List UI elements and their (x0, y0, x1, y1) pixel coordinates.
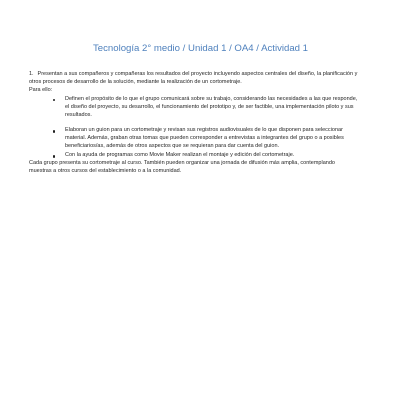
bullet-item (65, 96, 358, 120)
bullet-text: Definen el propósito de lo que el grupo comunicará sobre su trabajo, considerando las necesidades a las que responde, el diseño del proyecto, su desarrollo, el funcionamiento del prototipo y, de ser factible, una implementación piloto y sus resultados. (65, 95, 358, 118)
bullet-dot-icon (53, 130, 55, 132)
intro-text: Presentan a sus compañeros y compañeras los resultados del proyecto incluyendo aspectos centrales del diseño, la planificación y otros procesos de desarrollo de la solución, mediante la realización de un cortometraje. (29, 71, 358, 85)
para-label: Para ello: (29, 86, 53, 93)
bullet-text: Elaboran un guion para un cortometraje y revisan sus registros audiovisuales de lo que disponen para seleccionar material. Además, graban otras tomas que pueden corresponder a entrevistas a integrantes del grupo o a posibles beneficiarios/as, además de otros aspectos que se requieran para dar cuenta del guion. (65, 127, 344, 150)
intro-number: 1. (29, 71, 34, 77)
intro-paragraph (29, 71, 358, 87)
closing-paragraph: Cada grupo presenta su cortometraje al curso. También pueden organizar una jornada de difusión más amplia, contemplando muestras a otros cursos del establecimiento o a la comunidad. (29, 160, 335, 174)
bullet-dot-icon (53, 99, 55, 101)
document-title: Tecnología 2° medio / Unidad 1 / OA4 / Actividad 1 (92, 43, 309, 54)
bullet-text: Con la ayuda de programas como Movie Maker realizan el montaje y edición del cortometraje. (65, 152, 295, 159)
bullet-dot-icon (53, 155, 55, 157)
bullet-list (29, 96, 358, 160)
bullet-item (65, 152, 358, 160)
bullet-item (65, 127, 358, 151)
